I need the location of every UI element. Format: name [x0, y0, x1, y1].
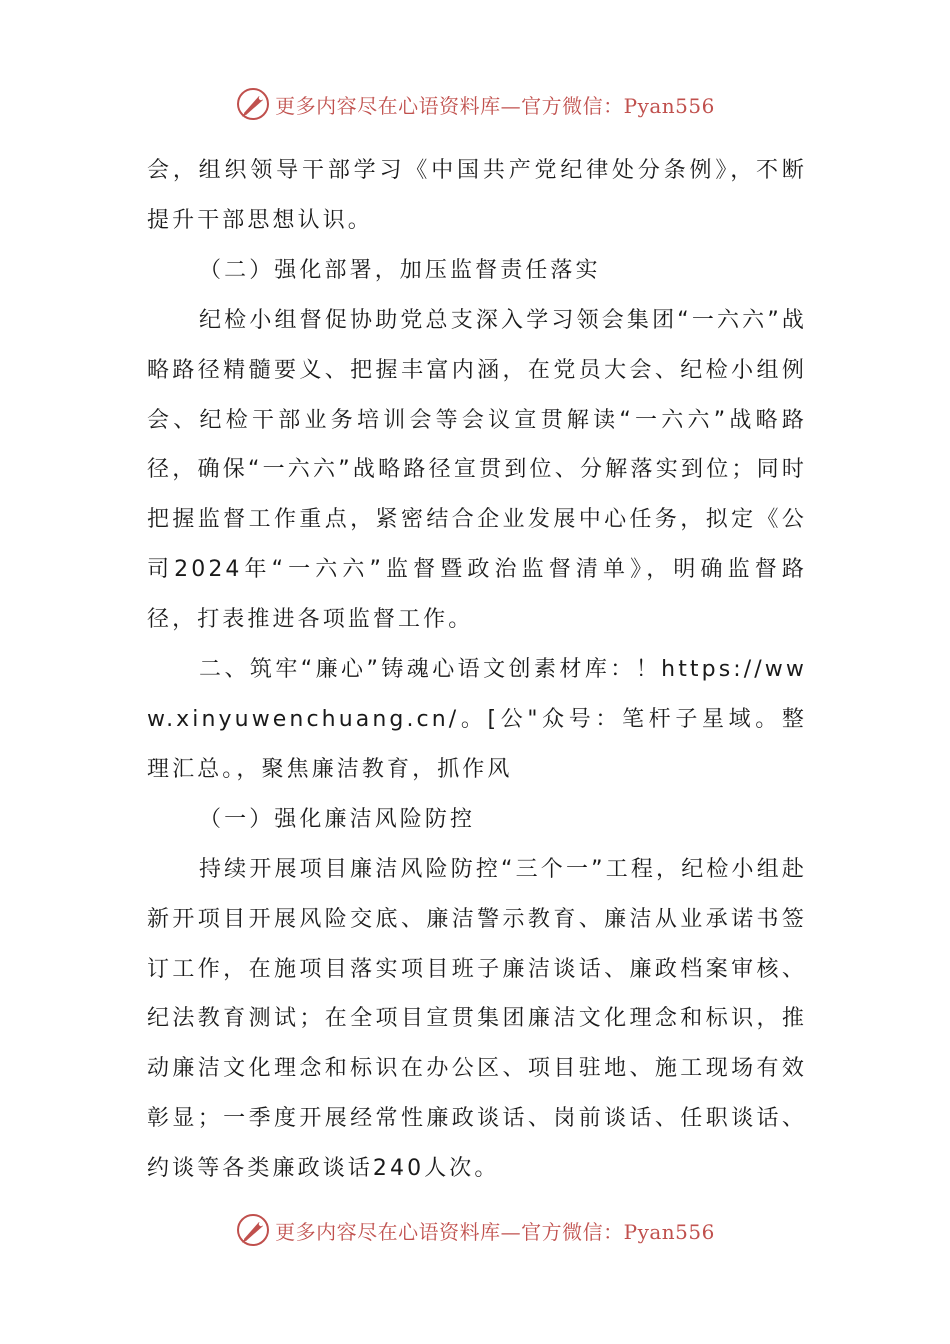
document-body	[147, 146, 807, 1194]
pen-nib-logo-icon	[235, 1212, 271, 1248]
section-heading-main-2: 二、筑牢“廉心”铸魂心语文创素材库：！https://www.xinyuwenchuang.cn/。[公"众号：笔杆子星域。整理汇总。，聚焦廉洁教育，抓作风	[147, 657, 807, 782]
footer-banner-text: 更多内容尽在心语资料库—官方微信：Pyan556	[275, 1219, 715, 1244]
paragraph-risk-control: 持续开展项目廉洁风险防控“三个一”工程，纪检小组赴新开项目开展风险交底、廉洁警示教育、廉洁从业承诺书签订工作，在施项目落实项目班子廉洁谈话、廉政档案审核、纪法教育测试；在全项目宣贯集团廉洁文化理念和标识，推动廉洁文化理念和标识在办公区、项目驻地、施工现场有效彰显；一季度开展经常性廉政谈话、岗前谈话、任职谈话、约谈等各类廉政谈话240人次。	[147, 856, 807, 1182]
paragraph-supervision: 纪检小组督促协助党总支深入学习领会集团“一六六”战略路径精髓要义、把握丰富内涵，在党员大会、纪检小组例会、纪检干部业务培训会等会议宣贯解读“一六六”战略路径，确保“一六六”战略路径宣贯到位、分解落实到位；同时把握监督工作重点，紧密结合企业发展中心任务，拟定《公司2024年“一六六”监督暨政治监督清单》，明确监督路径，打表推进各项监督工作。	[147, 307, 807, 633]
footer-banner	[0, 1208, 950, 1252]
header-banner-text: 更多内容尽在心语资料库—官方微信：Pyan556	[275, 93, 715, 118]
header-banner	[0, 82, 950, 126]
section-heading-1: （一）强化廉洁风险防控	[199, 806, 476, 832]
section-heading-2: （二）强化部署，加压监督责任落实	[199, 257, 601, 283]
paragraph-continuation: 会，组织领导干部学习《中国共产党纪律处分条例》，不断提升干部思想认识。	[147, 158, 807, 233]
pen-nib-logo-icon	[235, 86, 271, 122]
